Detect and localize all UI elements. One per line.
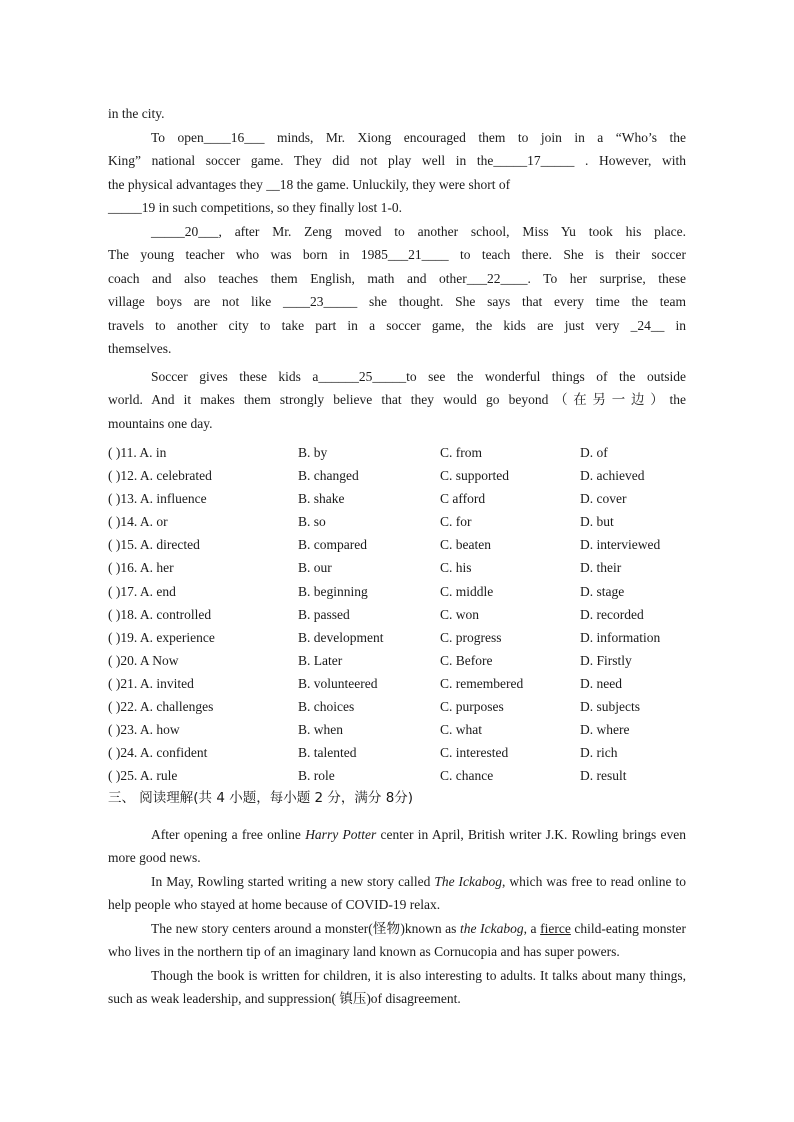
option-c: C. for xyxy=(440,514,472,530)
cloze-line: the physical advantages they __18 the game. Unluckily, they were short of xyxy=(108,176,511,192)
option-c: C. progress xyxy=(440,629,502,645)
option-row xyxy=(108,672,686,695)
option-b: B. shake xyxy=(298,491,345,507)
option-question: ( )25. A. rule xyxy=(108,768,178,784)
option-b: B. by xyxy=(298,445,328,460)
monster-name: the Ickabog xyxy=(460,920,524,936)
option-b: B. development xyxy=(298,629,384,645)
option-b: B. so xyxy=(298,514,326,530)
article-paragraph: In May, Rowling started writing a new story called The Ickabog, which was free to read online to help people who stayed at home because of COVID-19 relax. xyxy=(108,873,687,913)
option-row xyxy=(108,626,686,649)
option-question: ( )18. A. controlled xyxy=(108,606,212,622)
option-c: C. interested xyxy=(440,745,509,761)
book-title: Harry Potter xyxy=(305,826,377,842)
option-c: C. middle xyxy=(440,583,494,599)
option-question: ( )20. A Now xyxy=(108,652,179,668)
cloze-paragraph-3 xyxy=(108,365,686,436)
option-d: D. but xyxy=(580,514,614,530)
cloze-line: coach and also teaches them English, math and other___22____. To her surprise, these xyxy=(108,270,686,286)
option-d: D. achieved xyxy=(580,468,645,484)
option-d: D. result xyxy=(580,768,627,784)
option-b: B. role xyxy=(298,768,335,784)
option-d: D. need xyxy=(580,675,622,691)
option-d: D. information xyxy=(580,629,661,645)
option-question: ( )13. A. influence xyxy=(108,491,207,507)
underlined-word: fierce xyxy=(540,920,571,936)
option-c: C. beaten xyxy=(440,537,491,553)
option-question: ( )12. A. celebrated xyxy=(108,468,212,484)
option-question: ( )19. A. experience xyxy=(108,629,215,645)
option-question: ( )14. A. or xyxy=(108,514,168,530)
option-row xyxy=(108,510,686,533)
option-b: B. when xyxy=(298,722,343,738)
option-question: ( )17. A. end xyxy=(108,583,176,599)
option-c: C. remembered xyxy=(440,675,524,691)
option-b: B. choices xyxy=(298,699,355,715)
option-d: D. of xyxy=(580,445,608,460)
cloze-line: themselves. xyxy=(108,341,172,356)
option-d: D. where xyxy=(580,722,630,738)
option-d: D. cover xyxy=(580,491,627,507)
option-row xyxy=(108,580,686,603)
option-question: ( )23. A. how xyxy=(108,722,180,738)
option-row xyxy=(108,764,686,787)
option-row xyxy=(108,741,686,764)
option-c: C. what xyxy=(440,722,482,738)
cloze-line: _____20___, after Mr. Zeng moved to another school, Miss Yu took his place. xyxy=(151,223,686,239)
cloze-line: village boys are not like ____23_____ she thought. She says that every time the team xyxy=(108,294,686,309)
cloze-line: King” national soccer game. They did not play well in the_____17_____ . However, with xyxy=(108,153,686,168)
cloze-line: _____19 in such competitions, so they finally lost 1-0. xyxy=(108,200,402,215)
cloze-paragraph-1 xyxy=(108,126,686,220)
cloze-line: Soccer gives these kids a______25_____to see the wonderful things of the outside xyxy=(151,368,686,384)
option-d: D. Firstly xyxy=(580,652,632,668)
article-paragraph: Though the book is written for children, it is also interesting to adults. It talks about many things, such as weak leadership, and suppression( 镇压)of disagreement. xyxy=(108,967,686,1007)
section-heading: 三、 阅读理解(共 4 小题，每小题 2 分，满分 8分) xyxy=(108,790,414,807)
article-paragraph: The new story centers around a monster(怪物)known as the Ickabog, a fierce child-eating monster who lives in the northern tip of an imaginary land known as Cornucopia and has super powers. xyxy=(108,920,686,960)
cloze-line: To open____16___ minds, Mr. Xiong encouraged them to join in a “Who’s the xyxy=(151,129,686,145)
option-row xyxy=(108,441,686,464)
option-d: D. rich xyxy=(580,745,618,761)
article-paragraph: After opening a free online Harry Potter center in April, British writer J.K. Rowling brings even more good news. xyxy=(108,826,686,866)
option-question: ( )22. A. challenges xyxy=(108,699,214,715)
option-b: B. volunteered xyxy=(298,675,378,691)
option-row xyxy=(108,718,686,741)
option-c: C. chance xyxy=(440,768,494,784)
story-title: The Ickabog xyxy=(434,873,502,889)
option-question: ( )21. A. invited xyxy=(108,675,194,691)
option-c: C. his xyxy=(440,560,472,576)
option-b: B. talented xyxy=(298,745,357,761)
option-b: B. Later xyxy=(298,652,343,668)
option-c: C. supported xyxy=(440,468,509,484)
option-row xyxy=(108,603,686,626)
option-row xyxy=(108,649,686,672)
option-b: B. changed xyxy=(298,468,359,484)
option-b: B. passed xyxy=(298,606,350,622)
cloze-line-top: in the city. xyxy=(108,106,165,121)
option-row xyxy=(108,556,686,579)
option-d: D. recorded xyxy=(580,606,644,622)
option-question: ( )24. A. confident xyxy=(108,745,208,761)
cloze-line: mountains one day. xyxy=(108,415,213,431)
option-b: B. beginning xyxy=(298,583,368,599)
option-c: C. Before xyxy=(440,652,493,668)
cloze-line: travels to another city to take part in a soccer game, the kids are just very _24__ in xyxy=(108,317,686,333)
option-question: ( )11. A. in xyxy=(108,445,167,460)
option-c: C. purposes xyxy=(440,699,504,715)
option-question: ( )15. A. directed xyxy=(108,537,200,553)
option-row xyxy=(108,487,686,510)
option-row xyxy=(108,464,686,487)
option-d: D. interviewed xyxy=(580,537,661,553)
option-b: B. our xyxy=(298,560,332,576)
options-list xyxy=(108,441,686,787)
option-c: C. won xyxy=(440,606,480,622)
option-b: B. compared xyxy=(298,537,367,553)
option-d: D. subjects xyxy=(580,699,640,715)
option-question: ( )16. A. her xyxy=(108,560,174,576)
cloze-line: world. And it makes them strongly believe that they would go beyond（在另一边）the xyxy=(108,392,686,407)
cloze-line: The young teacher who was born in 1985___21____ to teach there. She is their soccer xyxy=(108,247,686,262)
option-d: D. their xyxy=(580,560,622,576)
cloze-paragraph-2 xyxy=(108,220,686,361)
option-row xyxy=(108,533,686,556)
option-d: D. stage xyxy=(580,583,625,599)
option-c: C. from xyxy=(440,445,482,460)
option-c: C afford xyxy=(440,491,486,507)
option-row xyxy=(108,695,686,718)
exam-page xyxy=(108,102,686,1011)
